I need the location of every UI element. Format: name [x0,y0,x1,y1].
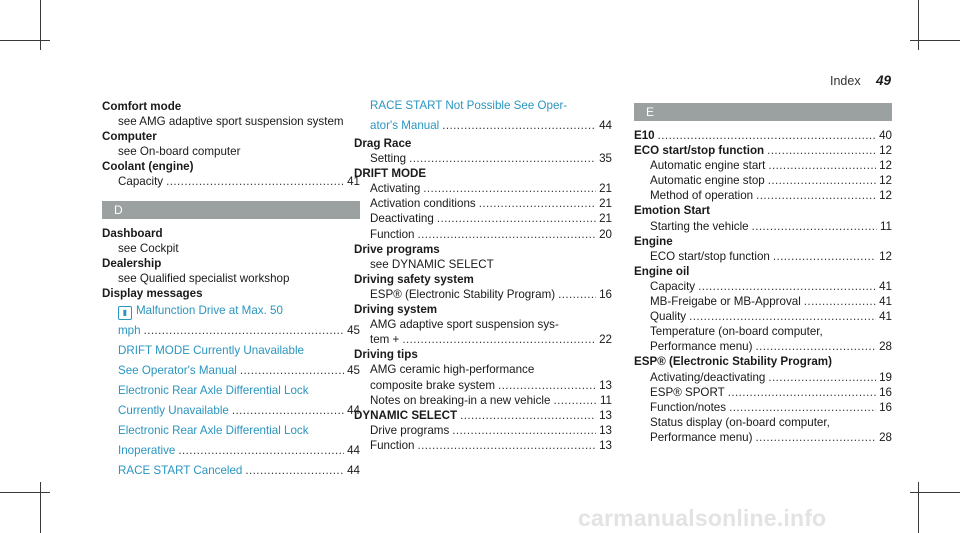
leader-dots [558,287,596,302]
page-ref[interactable]: 44 [599,119,612,132]
entry-title: Driving system [354,303,438,317]
index-row [354,393,612,408]
section-header-d: D [102,201,360,219]
index-row [634,339,892,354]
message-text[interactable]: Electronic Rear Axle Differential Lock [118,384,309,398]
page-ref[interactable]: 35 [599,152,612,166]
entry-title: Driving tips [354,348,418,362]
index-row [102,441,360,461]
entry-text: ESP® SPORT [650,385,725,399]
leader-dots [767,143,876,158]
entry-title: Display messages [102,286,203,300]
index-row [354,227,612,242]
index-row [634,173,892,188]
message-text[interactable]: ator's Manual [370,119,440,132]
leader-dots [460,408,596,423]
index-row [634,309,892,324]
leader-dots [166,174,344,189]
index-row [354,116,612,136]
page-ref[interactable]: 28 [879,430,892,444]
index-row [634,400,892,415]
entry-sub: see On-board computer [118,145,241,159]
leader-dots [729,400,876,415]
leader-dots [178,441,344,461]
watermark: carmanualsonline.info [578,505,827,531]
page-ref[interactable]: 41 [879,279,892,293]
entry-text: Function [370,227,415,241]
leader-dots [232,401,344,421]
page-ref[interactable]: 16 [599,287,612,301]
entry-text: tem + [370,333,400,347]
entry-text: Automatic engine stop [650,174,765,188]
entry-sub: see Cockpit [118,241,179,255]
entry-text: Quality [650,310,687,324]
page-ref[interactable]: 21 [599,212,612,226]
leader-dots [423,181,596,196]
message-text[interactable]: Electronic Rear Axle Differential Lock [118,424,309,438]
page-ref[interactable]: 13 [599,423,612,437]
page-ref[interactable]: 22 [599,333,612,347]
entry-sub: Temperature (on-board computer, [650,325,823,339]
header-label: Index [830,74,861,88]
leader-dots [698,279,876,294]
index-row [102,401,360,421]
entry-title: ESP® (Electronic Stability Program) [634,355,832,369]
entry-text: Deactivating [370,212,434,226]
leader-dots [756,188,876,203]
leader-dots [768,158,876,173]
page-ref[interactable]: 13 [599,438,612,452]
leader-dots [755,339,876,354]
index-row [634,158,892,173]
crop-mark [0,492,50,493]
leader-dots [442,116,596,136]
page-ref[interactable]: 41 [879,295,892,309]
display-message-link[interactable] [102,301,360,321]
leader-dots [245,461,344,481]
message-text[interactable]: RACE START Not Possible See Oper- [370,99,568,112]
crop-mark [918,0,919,50]
leader-dots [144,321,345,341]
entry-title: Drive programs [354,242,440,256]
leader-dots [768,173,876,188]
message-text[interactable]: Malfunction Drive at Max. 50 [136,304,283,318]
entry-text: ESP® (Electronic Stability Program) [370,287,556,301]
page-ref[interactable]: 13 [599,408,612,422]
entry-text: Performance menu) [650,340,753,354]
warning-light-icon: ▮ [118,306,132,320]
index-row [354,438,612,453]
page-number: 49 [876,73,892,88]
message-text[interactable]: Currently Unavailable [118,404,229,418]
entry-text: Drive programs [370,423,450,437]
entry-text: Function [370,438,415,452]
entry-text: Activating/deactivating [650,370,766,384]
entry-title: Engine [634,234,673,248]
leader-dots [658,128,876,143]
leader-dots [417,227,596,242]
page-ref[interactable]: 12 [879,174,892,188]
index-row [354,211,612,226]
entry-title: E10 [634,129,655,142]
index-row [634,370,892,385]
entry-title: DRIFT MODE [354,167,427,181]
page-ref[interactable]: 16 [879,400,892,414]
entry-sub: see DYNAMIC SELECT [370,257,494,271]
entry-text: Capacity [650,279,696,293]
page-ref[interactable]: 12 [879,159,892,173]
entry-text: Notes on breaking-in a new vehicle [370,393,551,407]
index-column-1 [102,99,360,481]
index-row [354,287,612,302]
entry-title: Drag Race [354,137,412,150]
message-text[interactable]: DRIFT MODE Currently Unavailable [118,344,304,358]
entry-text: Setting [370,152,407,166]
entry-sub: see Qualified specialist workshop [118,271,290,285]
index-column-3 [634,101,892,445]
index-row [634,188,892,203]
index-row [354,181,612,196]
index-row [634,430,892,445]
entry-text: Starting the vehicle [650,219,749,233]
page-ref[interactable]: 45 [347,324,360,338]
leader-dots [437,211,596,226]
index-row [634,219,892,234]
entry-sub: see AMG adaptive sport suspension system [118,115,344,129]
page-ref[interactable]: 11 [599,393,612,407]
leader-dots [755,430,876,445]
page-ref[interactable]: 12 [879,189,892,203]
entry-text: Activation conditions [370,197,476,211]
leader-dots [804,294,876,309]
index-row [354,332,612,347]
crop-mark [0,40,50,41]
entry-text: Capacity [118,175,164,189]
page-ref[interactable]: 16 [879,385,892,399]
page-ref[interactable]: 44 [347,464,360,478]
leader-dots [773,249,876,264]
crop-mark [918,482,919,533]
entry-sub: Status display (on-board computer, [650,415,830,429]
crop-mark [40,482,41,533]
leader-dots [409,151,596,166]
page-ref[interactable]: 20 [599,227,612,241]
leader-dots [689,309,876,324]
entry-title: Dealership [102,256,162,270]
index-row [354,408,612,423]
index-row [354,423,612,438]
page-ref[interactable]: 41 [347,175,360,189]
crop-mark [40,0,41,50]
index-row [354,151,612,166]
index-row [634,128,892,143]
leader-dots [402,332,596,347]
entry-sub: AMG adaptive sport suspension sys- [370,318,559,332]
entry-text: MB-Freigabe or MB-Approval [650,295,801,309]
leader-dots [768,370,876,385]
entry-text: Automatic engine start [650,159,766,173]
message-text[interactable]: mph [118,324,141,338]
entry-title: Engine oil [634,264,690,278]
leader-dots [417,438,596,453]
leader-dots [752,219,877,234]
entry-text: Performance menu) [650,430,753,444]
leader-dots [728,385,876,400]
page-ref[interactable]: 45 [347,364,360,378]
index-row [102,174,360,189]
page-ref[interactable]: 19 [879,370,892,384]
entry-sub: AMG ceramic high-performance [370,363,535,377]
index-row [634,385,892,400]
page-ref[interactable]: 12 [879,144,892,158]
page-ref[interactable]: 11 [879,219,892,233]
index-row [102,461,360,481]
index-row [354,196,612,211]
entry-title: Coolant (engine) [102,160,194,174]
entry-text: ECO start/stop function [650,249,770,263]
index-row [634,249,892,264]
leader-dots [498,378,596,393]
entry-title: Driving safety system [354,272,474,286]
index-row [102,361,360,381]
entry-text: Activating [370,182,421,196]
leader-dots [479,196,596,211]
entry-text: composite brake system [370,378,496,392]
entry-title: Emotion Start [634,204,711,218]
leader-dots [452,423,596,438]
index-row [634,279,892,294]
page-ref[interactable]: 12 [879,249,892,263]
entry-text: Function/notes [650,400,727,414]
page-ref[interactable]: 44 [347,444,360,458]
message-text[interactable]: See Operator's Manual [118,364,237,378]
page-ref[interactable]: 21 [599,197,612,211]
message-text[interactable]: RACE START Canceled [118,464,243,478]
leader-dots [553,393,597,408]
entry-title: Computer [102,130,157,144]
page-ref[interactable]: 41 [879,310,892,324]
page-ref[interactable]: 40 [879,129,892,142]
index-row [634,294,892,309]
entry-title: ECO start/stop function [634,144,765,158]
page-ref[interactable]: 13 [599,378,612,392]
entry-text: Method of operation [650,189,754,203]
leader-dots [240,361,344,381]
index-row [634,143,892,158]
index-row [354,378,612,393]
entry-title: Dashboard [102,226,163,240]
section-header-e: E [634,103,892,121]
page-ref[interactable]: 28 [879,340,892,354]
page-ref[interactable]: 44 [347,404,360,418]
message-text[interactable]: Inoperative [118,444,176,458]
entry-title: DYNAMIC SELECT [354,408,458,422]
entry-title: Comfort mode [102,100,182,113]
index-row [102,321,360,341]
index-column-2 [354,96,612,453]
page-ref[interactable]: 21 [599,182,612,196]
